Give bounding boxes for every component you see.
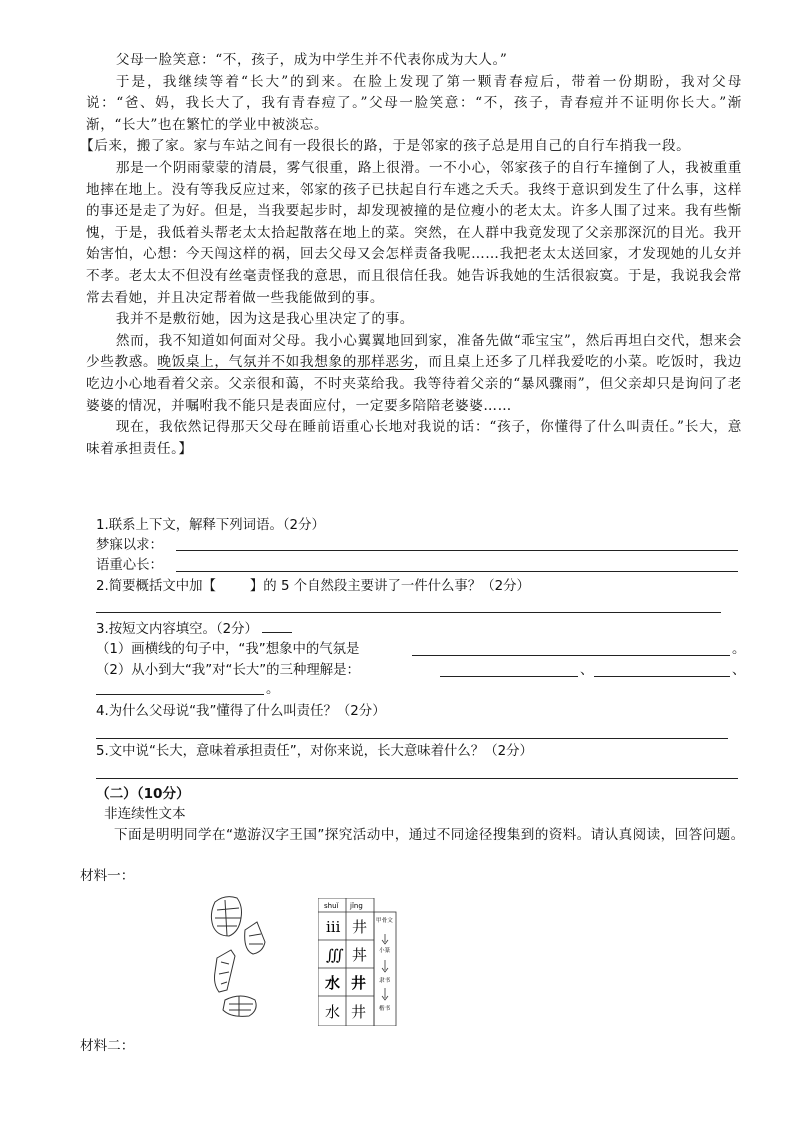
answer-line-4[interactable]: [96, 738, 728, 739]
answer-line-3-2c[interactable]: [96, 694, 264, 695]
story-paragraph: 父母一脸笑意：“不，孩子，成为中学生并不代表你成为大人。”: [115, 52, 508, 68]
jing-oracle: 井: [352, 918, 368, 936]
story-text: [80, 50, 742, 460]
separator: 、: [580, 663, 594, 678]
stage-oracle: 甲骨文: [376, 918, 393, 924]
separator: 、: [732, 663, 746, 678]
question-3: [96, 620, 292, 640]
section-2-subheading: 非连续性文本: [104, 806, 186, 822]
answer-line-2[interactable]: [96, 612, 721, 613]
question-5: 5.文中说“长大，意味着承担责任”，对你来说，长大意味着什么？（2分）: [96, 744, 533, 759]
story-paragraph: 于是，我继续等着“长大”的到来。在脸上发现了第一颗青春痘后，带着一份期盼，我对父母说：“爸、妈，我长大了，我有青春痘了。”父母一脸笑意：“不，孩子，青春痘并不证明你长大。”渐渐，“长大”也在繁忙的学业中被淡忘。: [86, 73, 742, 133]
character-evolution-table: [318, 898, 414, 1026]
story-text-run: 然而，我不知道如何面对父母。我小心翼翼地回到家，准备先做“乖宝宝”，然后再坦白交代，想来会少些教惑。: [86, 332, 742, 371]
underlined-sentence: 晚饭桌上，气氛并不如我想象的那样恶劣: [157, 354, 415, 371]
stage-clerical: 隶书: [379, 978, 391, 984]
question-3-1-end: 。: [732, 642, 746, 657]
jing-regular: 井: [351, 1003, 367, 1021]
answer-line-3-2a[interactable]: [440, 676, 578, 677]
story-paragraph-bracket-start: 【后来，搬了家。家与车站之间有一段很长的路，于是邻家的孩子总是用自己的自行车捎我一段。: [80, 138, 691, 155]
answer-line-5[interactable]: [96, 778, 738, 779]
question-3-1: （1）画横线的句子中，“我”想象中的气氛是: [96, 642, 360, 657]
answer-line-3-1[interactable]: [412, 655, 730, 656]
section-2-heading: （二）（10分）: [96, 786, 190, 802]
shui-clerical: 水: [325, 974, 341, 992]
section-2-intro: 下面是明明同学在“遨游汉字王国”探究活动中，通过不同途径搜集到的资料。请认真阅读，回答问题。: [114, 827, 745, 843]
material-2-label: 材料二：: [80, 1038, 135, 1054]
question-2-post: 】的 5 个自然段主要讲了一件什么事？（2分）: [249, 579, 530, 594]
shui-oracle: ⅲ: [326, 918, 341, 936]
answer-line-3-2b[interactable]: [594, 676, 730, 677]
question-4: 4.为什么父母说“我”懂得了什么叫责任？（2分）: [96, 704, 386, 719]
question-1: 1.联系上下文，解释下列词语。（2分）: [96, 518, 325, 533]
story-text-run: ，而且桌上还多了几样我爱吃的小菜。吃饭时，我边吃边小心地看着父亲。父亲很和蔼，不时夹菜给我。我等待着父亲的“暴风骤雨”，但父亲却只是询问了老婆婆的情况，并嘱咐我不能只是表面应付，一定要多陪陪老婆婆……: [86, 354, 742, 414]
question-2-pre: 2.简要概括文中加【: [96, 579, 216, 594]
question-1b-label: 语重心长：: [96, 558, 163, 573]
story-paragraph: 那是一个阴雨蒙蒙的清晨，雾气很重，路上很滑。一不小心，邻家孩子的自行车撞倒了人，我被重重地摔在地上。没有等我反应过来，邻家的孩子已扶起自行车逃之夭夭。我终于意识到发生了什么事，这样的事还是走了为好。但是，当我要起步时，却发现被撞的是位瘦小的老太太。许多人围了过来。我有些惭愧，于是，我低着头帮老太太拾起散落在地上的菜。突然，在人群中我竟发现了父亲那深沉的目光。我开始害怕，心想：今天闯这样的祸，回去父母又会怎样责备我呢……我把老太太送回家，才发现她的儿女并不孝。老太太不但没有丝毫责怪我的意思，而且很信任我。她告诉我她的生活很寂寞。于是，我说我会常常去看她，并且决定帮着做一些我能做到的事。: [86, 159, 742, 306]
shui-regular: 水: [325, 1003, 341, 1021]
story-paragraph: 现在，我依然记得那天父母在睡前语重心长地对我说的话：“孩子，你懂得了什么叫责任。”长大，意味着承担责任。】: [86, 419, 742, 457]
answer-line-1b[interactable]: [176, 571, 738, 572]
question-3-2: （2）从小到大“我”对“长大”的三种理解是：: [96, 663, 360, 678]
question-2: [96, 577, 530, 597]
question-3-2-end: 。: [266, 682, 280, 697]
question-1a-label: 梦寐以求：: [96, 538, 163, 553]
question-3-text: 3.按短文内容填空。（2分）: [96, 622, 258, 637]
pinyin-jing: jǐng: [350, 902, 363, 910]
material-1-label: 材料一：: [80, 868, 135, 884]
pinyin-shui: shuǐ: [324, 902, 339, 910]
shui-seal: ∭: [326, 946, 344, 964]
oracle-bone-fragments-image: [205, 892, 277, 1032]
jing-clerical: 井: [351, 974, 367, 992]
answer-line-1a[interactable]: [176, 550, 738, 551]
story-paragraph: [86, 331, 742, 417]
jing-seal: 丼: [352, 946, 368, 964]
score-blank[interactable]: [262, 620, 292, 633]
stage-seal: 小篆: [379, 948, 391, 954]
story-paragraph: 我并不是敷衍她，因为这是我心里决定了的事。: [115, 311, 414, 328]
stage-regular: 楷书: [379, 1006, 391, 1012]
